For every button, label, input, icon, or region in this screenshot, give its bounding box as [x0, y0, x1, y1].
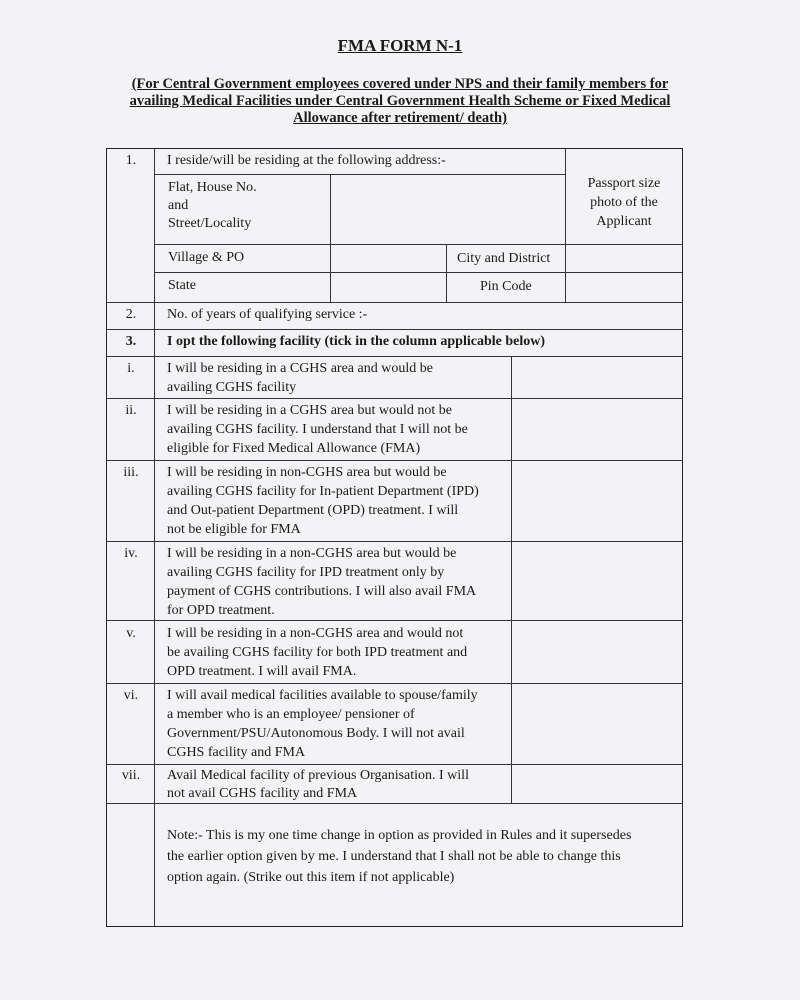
option-tick-cell[interactable] [512, 684, 682, 763]
divider [106, 803, 683, 804]
subtitle-line: (For Central Government employees covered under NPS and their family members for [131, 76, 669, 92]
option-text: I will be residing in a CGHS area but would not be [167, 403, 453, 418]
option-text: payment of CGHS contributions. I will also avail FMA [167, 584, 477, 599]
subtitle-line: Allowance after retirement/ death) [293, 110, 507, 126]
city-field[interactable] [566, 245, 682, 271]
option-tick-cell[interactable] [512, 399, 682, 459]
option-text: be availing CGHS facility for both IPD treatment and [167, 645, 468, 660]
option-text: CGHS facility and FMA [167, 745, 306, 760]
option-text: I will avail medical facilities available to spouse/family [167, 688, 478, 703]
note-text: option again. (Strike out this item if not applicable) [167, 870, 455, 885]
service-label: No. of years of qualifying service :- [167, 307, 368, 322]
photo-label: photo of the [590, 195, 658, 210]
address-label: and [168, 198, 189, 213]
photo-label: Applicant [596, 214, 652, 229]
option-number: iii. [123, 465, 139, 480]
option-number: iv. [124, 546, 138, 561]
state-label: State [168, 278, 196, 293]
option-text: not be eligible for FMA [167, 522, 301, 537]
option-text: I will be residing in a non-CGHS area and would not [167, 626, 464, 641]
form-title: FMA FORM N-1 [337, 36, 463, 55]
section-number: 1. [125, 153, 137, 168]
option-text: availing CGHS facility for IPD treatment only by [167, 565, 445, 580]
divider [106, 329, 683, 330]
option-text: eligible for Fixed Medical Allowance (FMA) [167, 441, 421, 456]
option-tick-cell[interactable] [512, 765, 682, 802]
option-number: vi. [123, 688, 139, 703]
subtitle-line: availing Medical Facilities under Central Government Health Scheme or Fixed Medical [129, 93, 671, 109]
pin-field[interactable] [566, 273, 682, 301]
option-text: and Out-patient Department (OPD) treatment. I will [167, 503, 459, 518]
address-label: Street/Locality [168, 216, 252, 231]
option-number: i. [127, 361, 135, 376]
section-number: 3. [125, 334, 137, 349]
option-text: not avail CGHS facility and FMA [167, 786, 358, 801]
address-heading: I reside/will be residing at the following address:- [167, 153, 446, 168]
option-text: OPD treatment. I will avail FMA. [167, 664, 357, 679]
pin-label: Pin Code [480, 279, 532, 294]
section-number: 2. [125, 307, 137, 322]
divider [106, 302, 683, 303]
option-text: availing CGHS facility. I understand that I will not be [167, 422, 468, 437]
option-text: a member who is an employee/ pensioner of [167, 707, 415, 722]
option-text: availing CGHS facility for In-patient Department (IPD) [167, 484, 479, 499]
address-field[interactable] [331, 175, 564, 243]
option-tick-cell[interactable] [512, 461, 682, 540]
option-text: for OPD treatment. [167, 603, 275, 618]
option-text: availing CGHS facility [167, 380, 297, 395]
photo-label: Passport size [587, 176, 661, 191]
option-number: ii. [125, 403, 137, 418]
option-number: vii. [121, 768, 141, 783]
address-label: Flat, House No. [168, 180, 257, 195]
note-text: Note:- This is my one time change in option as provided in Rules and it supersedes [167, 828, 632, 843]
option-text: I will be residing in a non-CGHS area but would be [167, 546, 457, 561]
note-text: the earlier option given by me. I understand that I shall not be able to change this [167, 849, 621, 864]
facility-heading: I opt the following facility (tick in the column applicable below) [167, 334, 545, 349]
option-tick-cell[interactable] [512, 357, 682, 397]
form-subtitle [100, 76, 700, 127]
divider [154, 148, 155, 927]
divider [446, 244, 447, 302]
option-text: Government/PSU/Autonomous Body. I will not avail [167, 726, 465, 741]
option-number: v. [126, 626, 136, 641]
village-label: Village & PO [168, 250, 245, 265]
option-tick-cell[interactable] [512, 621, 682, 682]
city-label: City and District [457, 251, 551, 266]
option-text: I will be residing in a CGHS area and would be [167, 361, 433, 376]
option-text: I will be residing in non-CGHS area but would be [167, 465, 447, 480]
photo-box [566, 174, 682, 231]
state-field[interactable] [331, 273, 445, 301]
village-field[interactable] [331, 245, 445, 271]
option-text: Avail Medical facility of previous Organisation. I will [167, 768, 469, 783]
option-tick-cell[interactable] [512, 542, 682, 619]
